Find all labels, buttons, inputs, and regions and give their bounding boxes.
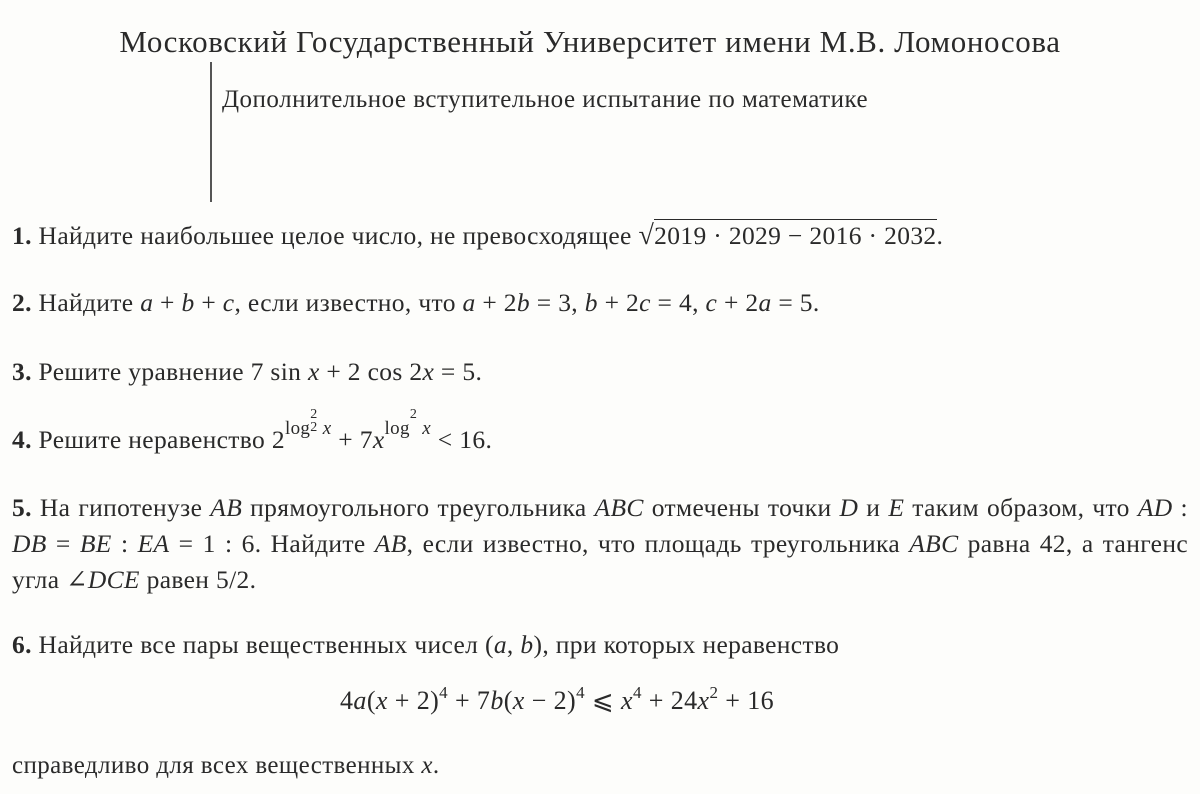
math-segment: b [584, 288, 598, 317]
text-segment: + 2 cos 2 [319, 357, 423, 386]
exam-subtitle: Дополнительное вступительное испытание по математике [222, 86, 869, 113]
text-segment: − 2) [524, 686, 577, 715]
text-segment: ), при которых неравенство [533, 630, 840, 659]
text-segment: ⩽ [584, 686, 621, 715]
text-segment: 4 [340, 686, 354, 715]
sqrt-sign-icon: √ [638, 220, 655, 251]
text-segment: = 3, [530, 288, 585, 317]
math-segment: x [422, 357, 435, 386]
problem-6-inequality [340, 683, 775, 716]
text-segment: : [111, 529, 138, 558]
text-segment: Найдите наибольшее целое число, не превосходящее [31, 221, 639, 250]
problem-4 [12, 407, 493, 461]
math-segment: AD [1137, 493, 1173, 522]
math-segment: a [493, 630, 507, 659]
text-segment: таким образом, что [904, 493, 1138, 522]
text-segment: справедливо для всех вещественных [12, 752, 422, 779]
math-segment: x [372, 425, 385, 454]
text-segment: . [432, 752, 440, 779]
text-segment: = 1 : 6. Найдите [169, 529, 375, 558]
text-segment: + 2) [387, 686, 440, 715]
text-segment: , если известно, что площадь треугольника [406, 529, 910, 558]
text-segment: , [506, 630, 521, 659]
math-segment: log [284, 418, 311, 439]
problem-number: 5. [12, 493, 32, 522]
math-index: 2 [310, 420, 318, 435]
problem-2 [12, 285, 820, 321]
math-segment: x [307, 357, 320, 386]
math-segment: ABC [594, 493, 644, 522]
math-segment: b [516, 288, 531, 317]
math-segment: a [353, 686, 367, 715]
math-segment: a [758, 288, 772, 317]
text-segment: равна 42, а тангенс угла ∠ [12, 529, 1189, 594]
math-index: 2 [310, 407, 318, 422]
math-segment: DB [12, 529, 47, 558]
math-segment: x [697, 686, 710, 715]
problem-number: 4. [12, 425, 32, 454]
problem-number: 6. [12, 630, 32, 659]
problem-5 [12, 490, 1188, 598]
math-segment: ABC [909, 529, 959, 558]
text-segment: = 5. [771, 288, 820, 317]
math-segment: x [620, 686, 633, 715]
math-segment: b [520, 630, 534, 659]
text-segment: и [858, 493, 889, 522]
text-segment: На гипотенузе [31, 493, 211, 522]
math-segment: BE [79, 529, 112, 558]
text-segment: Найдите все пары вещественных чисел ( [31, 630, 494, 659]
math-segment: a [462, 288, 476, 317]
math-segment: x [512, 686, 525, 715]
text-segment: + [153, 288, 182, 317]
math-segment: b [490, 686, 504, 715]
math-segment: x [375, 686, 388, 715]
problem-number: 2. [12, 288, 32, 317]
text-segment: Решите уравнение 7 sin [31, 357, 308, 386]
text-segment: = [46, 529, 80, 558]
text-segment: + 7 [448, 686, 491, 715]
text-segment: = 5. [434, 357, 483, 386]
university-title: Московский Государственный Университет имени М.В. Ломоносова [119, 24, 1061, 59]
text-segment: Найдите [31, 288, 141, 317]
math-segment: 2 [709, 683, 719, 702]
problem-1 [12, 218, 943, 254]
text-segment: : [1172, 493, 1188, 522]
math-segment: AB [210, 493, 243, 522]
math-segment: EA [137, 529, 170, 558]
text-segment: отмечены точки [643, 493, 840, 522]
text-segment: + 24 [641, 686, 698, 715]
math-segment: 4 [576, 683, 585, 702]
math-segment: 4 [632, 683, 642, 702]
math-segment: a [140, 288, 154, 317]
math-segment: x [317, 418, 332, 439]
problem-6 [12, 627, 839, 663]
text-segment: = 4, [650, 288, 706, 317]
math-segment: 4 [439, 683, 449, 702]
math-index: 2 [409, 407, 418, 422]
problem-number: 3. [12, 357, 32, 386]
text-segment: + 2 [597, 288, 640, 317]
text-segment: ( [503, 686, 513, 715]
math-segment: c [222, 288, 235, 317]
math-segment: E [888, 493, 905, 522]
math-segment: b [181, 288, 195, 317]
math-segment: D [839, 493, 859, 522]
text-segment: + 2 [475, 288, 517, 317]
text-segment: + 16 [718, 686, 775, 715]
text-segment: < 16. [431, 425, 493, 454]
problem-6-closing [12, 752, 440, 780]
math-segment: c [705, 288, 718, 317]
text-segment: , если известно, что [234, 288, 463, 317]
text-segment: + 2 [717, 288, 759, 317]
text-segment: прямоугольного треугольника [242, 493, 595, 522]
text-segment: + [194, 288, 223, 317]
math-subsup [310, 408, 317, 434]
text-segment: + 7 [331, 425, 373, 454]
math-segment: x [421, 752, 433, 779]
text-segment: . [936, 221, 944, 250]
problem-number: 1. [12, 221, 32, 250]
text-segment: ( [366, 686, 376, 715]
math-segment: c [639, 288, 651, 317]
math-segment: 2019 · 2029 − 2016 · 2032 [654, 221, 937, 250]
text-segment: Решите неравенство 2 [31, 425, 285, 454]
math-segment: x [417, 418, 432, 439]
math-segment: AB [374, 529, 407, 558]
text-segment: равен 5/2. [139, 565, 257, 594]
problem-3 [12, 354, 482, 390]
math-segment: log [384, 418, 410, 439]
math-segment: DCE [87, 565, 140, 594]
scan-artifact-line [210, 62, 212, 202]
